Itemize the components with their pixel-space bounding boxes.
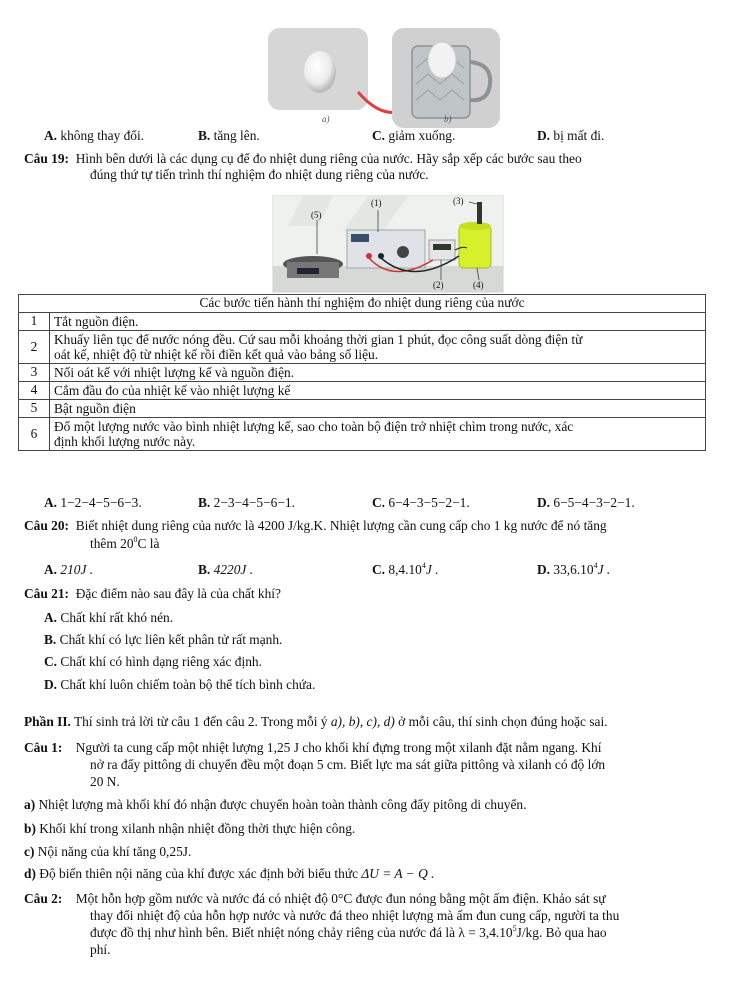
q19-line2: đúng thứ tự tiến trình thí nghiệm đo nhiệt dung riêng của nước. [90, 167, 429, 182]
q20-answer-a: A. 210J . [44, 562, 94, 577]
q21-question: Câu 21: Đặc điểm nào sau đây là của chất khí? [24, 586, 281, 601]
label-5: (5) [311, 210, 322, 220]
table-row: 1 Tắt nguồn điện. [19, 313, 706, 331]
q21-answer-a: A. Chất khí rất khó nén. [44, 610, 174, 625]
q20-line1: Câu 20: Biết nhiệt dung riêng của nước là 4200 J/kg.K. Nhiệt lượng cần cung cấp cho 1 kg nước để nó tăng [24, 518, 607, 533]
p2q1-item-b: b) Khối khí trong xilanh nhận nhiệt đồng thời thực hiện công. [24, 821, 356, 836]
q18-answer-a: A. không thay đổi. [44, 128, 145, 143]
p2q2-line1: Câu 2: Một hỗn hợp gồm nước và nước đá có nhiệt độ 0°C được đun nóng bằng một ấm điện. Khảo sát sự [24, 891, 606, 906]
label-a: a) [322, 114, 330, 124]
q20-line2: thêm $20^0C$ là [90, 535, 160, 551]
q21-answer-b: B. Chất khí có lực liên kết phân tử rất mạnh. [44, 632, 283, 647]
q19-answer-d: D. 6−5−4−3−2−1. [537, 495, 635, 510]
q19-answer-b: B. 2−3−4−5−6−1. [198, 495, 295, 510]
q18-answer-b: B. tăng lên. [198, 128, 260, 143]
p2q1-item-a: a) Nhiệt lượng mà khối khí đó nhận được chuyển hoàn toàn thành công đẩy pitông di chuyển. [24, 797, 527, 812]
q18-answer-d: D. bị mất đi. [537, 128, 605, 143]
steps-table [18, 294, 706, 451]
label-1: (1) [371, 198, 382, 208]
egg-experiment-figure [268, 14, 500, 132]
p2q1-item-d: d) Độ biến thiên nội năng của khí được xác định bởi biểu thức ΔU = A − Q . [24, 866, 435, 881]
q19-answer-a: A. 1−2−4−5−6−3. [44, 495, 142, 510]
q20-answer-d: D. 33,6.10$^4$J . [537, 561, 611, 577]
p2q1-line1: Câu 1: Người ta cung cấp một nhiệt lượng 1,25 J cho khối khí đựng trong một xilanh đặt nằm ngang. Khí [24, 740, 602, 755]
q19-number: Câu 19: [24, 151, 70, 166]
label-4: (4) [473, 280, 484, 290]
p2q1-line3: 20 N. [90, 774, 120, 789]
table-row: 5 Bật nguồn điện [19, 400, 706, 418]
table-title: Các bước tiến hành thí nghiệm đo nhiệt dung riêng của nước [19, 295, 706, 313]
label-2: (2) [433, 280, 444, 290]
formula: ΔU = A − Q . [361, 866, 435, 881]
egg-before-image [268, 28, 368, 110]
q18-answer-c: C. giảm xuống. [372, 128, 456, 143]
q20-answer-c: C. 8,4.10$^4$J . [372, 561, 439, 577]
p2q1-line2: nở ra đẩy pittông di chuyển đều một đoạn 5 cm. Biết lực ma sát giữa pittông và xilanh có độ lớn [90, 757, 606, 772]
p2q1-item-c: c) Nội năng của khí tăng 0,25J. [24, 844, 192, 859]
q19-answer-c: C. 6−4−3−5−2−1. [372, 495, 470, 510]
q20-number: Câu 20: [24, 518, 70, 533]
egg-in-glass-image [392, 28, 500, 128]
p2q2-line4: phí. [90, 942, 111, 957]
part2-heading: Phần II. Thí sinh trả lời từ câu 1 đến câu 2. Trong mỗi ý a), b), c), d) ở mỗi câu, thí sinh chọn đúng hoặc sai. [24, 714, 608, 729]
label-3: (3) [453, 196, 464, 206]
q21-answer-d: D. Chất khí luôn chiếm toàn bộ thể tích bình chứa. [44, 677, 316, 692]
table-row: 4 Cắm đầu đo của nhiệt kế vào nhiệt lượng kế [19, 382, 706, 400]
table-row: 3 Nối oát kế với nhiệt lượng kế và nguồn điện. [19, 364, 706, 382]
q20-answer-b: B. 4220J . [198, 562, 254, 577]
q21-number: Câu 21: [24, 586, 70, 601]
p2q2-line2: thay đổi nhiệt độ của hỗn hợp nước và nước đá theo nhiệt lượng mà ấm đun cung cấp, người ta thu [90, 908, 620, 923]
q21-answer-c: C. Chất khí có hình dạng riêng xác định. [44, 654, 262, 669]
part2-title: Phần II. [24, 714, 71, 729]
apparatus-figure [272, 195, 504, 293]
p2q2-number: Câu 2: [24, 891, 63, 906]
p2q2-line3: được đồ thị như hình bên. Biết nhiệt nóng chảy riêng của nước đá là $\lambda = 3,4.10^5J/kg$. Bỏ qua hao [90, 924, 607, 940]
p2q1-number: Câu 1: [24, 740, 63, 755]
table-row: 2 Khuấy liên tục để nước nóng đều. Cứ sau mỗi khoảng thời gian 1 phút, đọc công suất dòng điện từ oát kế, nhiệt độ từ nhiệt kế rồi điền kết quả vào bảng số liệu. [19, 331, 706, 364]
label-b: b) [444, 114, 452, 124]
table-row: 6 Đổ một lượng nước vào bình nhiệt lượng kế, sao cho toàn bộ điện trở nhiệt chìm trong nước, xác định khối lượng nước này. [19, 418, 706, 451]
q19-line1: Câu 19: Hình bên dưới là các dụng cụ để đo nhiệt dung riêng của nước. Hãy sắp xếp các bước sau theo [24, 151, 582, 166]
